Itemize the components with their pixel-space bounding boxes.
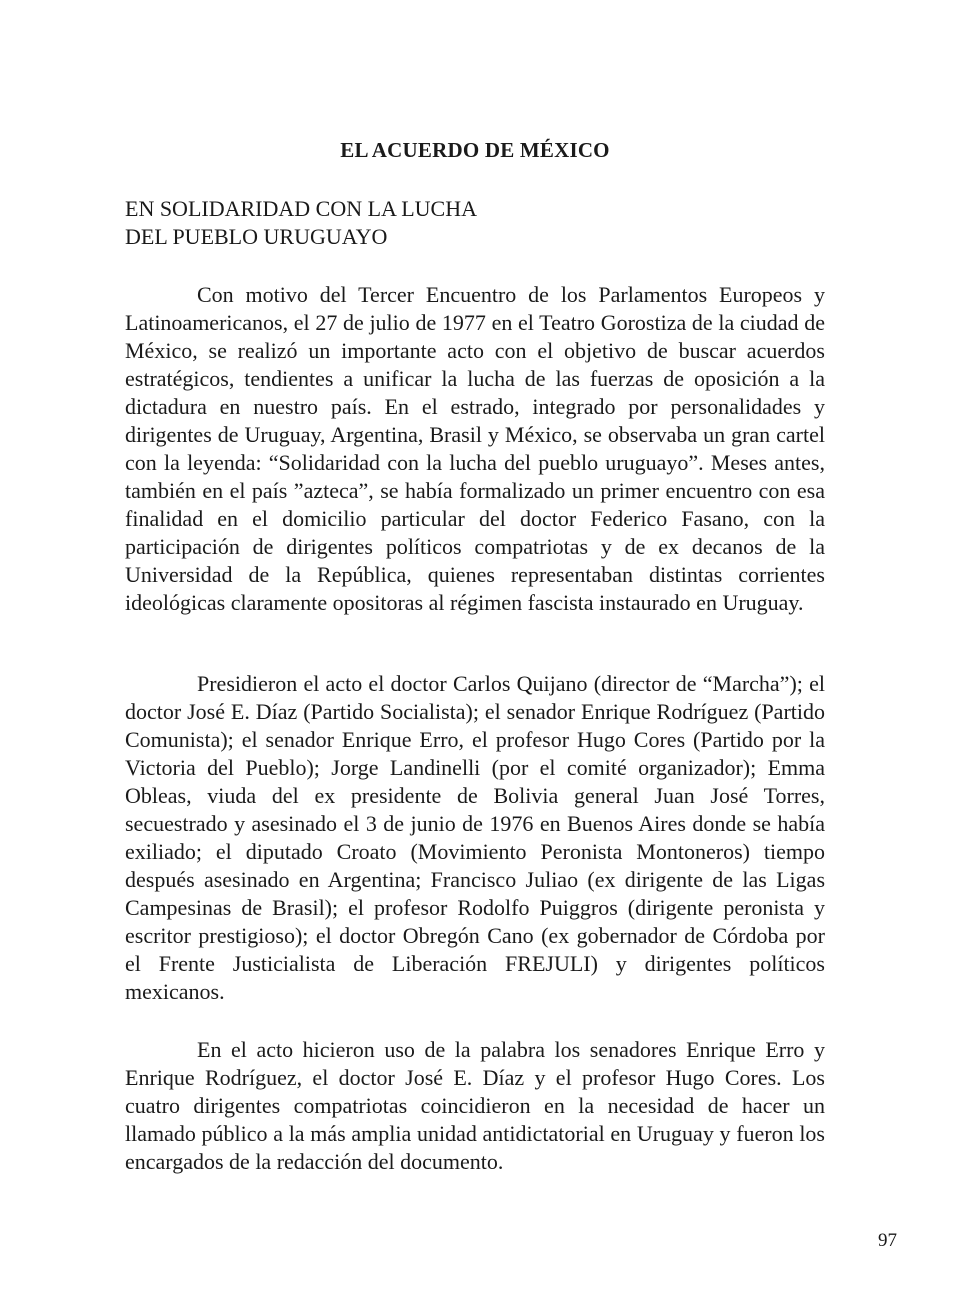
section-subtitle (125, 195, 825, 251)
chapter-title: EL ACUERDO DE MÉXICO (340, 138, 610, 162)
paragraph-2: Presidieron el acto el doctor Carlos Quijano (director de “Marcha”); el doctor José E. Díaz (Partido Socialista); el senador Enrique Rodríguez (Partido Comunista); el senador Enrique Erro, el profesor Hugo Cores (Partido por la Victoria del Pueblo); Jorge Landinelli (por el comité organizador); Emma Obleas, viuda del ex presidente de Bolivia general Juan José Torres, secuestrado y asesinado el 3 de junio de 1976 en Buenos Aires donde se había exiliado; el diputado Croato (Movimiento Peronista Montoneros) tiempo después asesinado en Argentina; Francisco Juliao (ex dirigente de las Ligas Campesinas de Brasil); el profesor Rodolfo Puiggros (dirigente peronista y escritor prestigioso); el doctor Obregón Cano (ex gobernador de Córdoba por el Frente Justicialista de Liberación FREJULI) y dirigentes políticos mexicanos. (125, 671, 825, 1004)
subtitle-line-2: DEL PUEBLO URUGUAYO (125, 224, 388, 249)
paragraph-1: Con motivo del Tercer Encuentro de los Parlamentos Europeos y Latinoamericanos, el 27 de julio de 1977 en el Teatro Gorostiza de la ciudad de México, se realizó un importante acto con el objetivo de buscar acuerdos estratégicos, tendientes a unificar la lucha de las fuerzas de oposición a la dictadura en nuestro país. En el estrado, integrado por personalidades y dirigentes de Uruguay, Argentina, Brasil y México, se observaba un gran cartel con la leyenda: “Solidaridad con la lucha del pueblo uruguayo”. Meses antes, también en el país ”azteca”, se había formalizado un primer encuentro con esa finalidad en el domicilio particular del doctor Federico Fasano, con la participación de dirigentes políticos compatriotas y de ex decanos de la Universidad de la República, quienes representaban distintas corrientes ideológicas claramente opositoras al régimen fascista instaurado en Uruguay. (125, 282, 825, 615)
subtitle-line-1: EN SOLIDARIDAD CON LA LUCHA (125, 196, 477, 221)
paragraph-3: En el acto hicieron uso de la palabra los senadores Enrique Erro y Enrique Rodríguez, el doctor José E. Díaz y el profesor Hugo Cores. Los cuatro dirigentes compatriotas coincidieron en la necesidad de hacer un llamado público a la más amplia unidad antidictatorial en Uruguay y fueron los encargados de la redacción del documento. (125, 1037, 825, 1174)
page-number: 97 (878, 1230, 897, 1251)
